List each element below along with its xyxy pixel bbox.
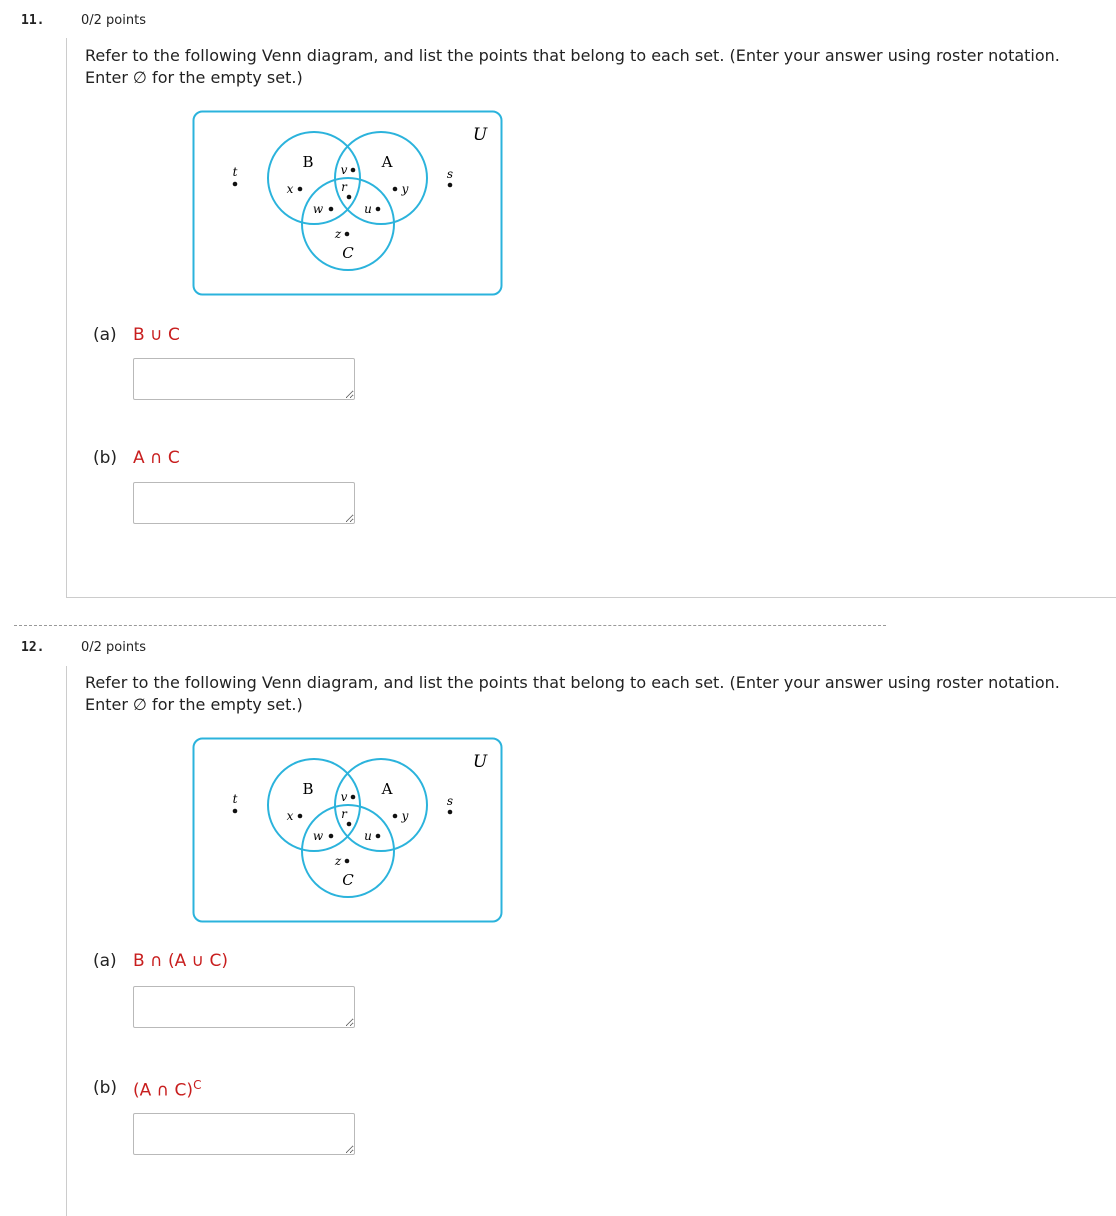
point-v-dot: [351, 168, 356, 173]
set-c-label: C: [342, 244, 354, 262]
universe-rectangle: [194, 112, 502, 295]
part-a-answer-input[interactable]: [133, 358, 355, 400]
expression-token: ): [221, 951, 228, 971]
point-s-dot: [448, 183, 453, 188]
part-b-label: (b): [93, 1078, 118, 1098]
point-u-label: u: [364, 829, 372, 843]
point-x-label: x: [286, 182, 294, 196]
point-u-dot: [376, 834, 381, 839]
expression-token: C: [167, 325, 180, 345]
set-a-label: A: [381, 153, 393, 171]
point-x-dot: [298, 814, 303, 819]
expression-token: A: [133, 448, 145, 468]
question-separator: [14, 625, 886, 626]
point-v-label: v: [340, 163, 348, 177]
expression-token: B: [133, 951, 145, 971]
prompt-line-1: Refer to the following Venn diagram, and list the points that belong to each set. (Enter your answer using roster notation.: [85, 673, 1060, 692]
point-w-dot: [329, 834, 334, 839]
prompt-line-2: Enter ∅ for the empty set.): [85, 695, 303, 714]
point-y-dot: [393, 187, 398, 192]
point-z-dot: [345, 232, 350, 237]
point-t-label: t: [232, 165, 238, 179]
point-r-label: r: [341, 807, 347, 821]
point-y-label: y: [401, 809, 409, 823]
point-r-dot: [347, 195, 352, 200]
expression-token: C: [174, 1080, 187, 1101]
part-a-label: (a): [93, 951, 117, 971]
point-y-label: y: [401, 182, 409, 196]
point-u-label: u: [364, 202, 372, 216]
question-border-left: [66, 666, 67, 1216]
question-prompt: [85, 45, 1105, 89]
set-c-label: C: [342, 871, 354, 889]
question-number: 11.: [21, 13, 45, 28]
venn-diagram: [192, 110, 504, 298]
point-w-label: w: [312, 829, 324, 843]
expression-token: C: [193, 1078, 202, 1092]
expression-token: ∩: [144, 448, 168, 468]
points-score: 0/2 points: [81, 13, 146, 28]
expression-token: B: [133, 325, 145, 345]
part-a-expression: [133, 325, 180, 345]
point-v-label: v: [340, 790, 348, 804]
point-s-dot: [448, 810, 453, 815]
point-s-label: s: [446, 167, 454, 181]
prompt-line-1: Refer to the following Venn diagram, and list the points that belong to each set. (Enter your answer using roster notation.: [85, 46, 1060, 65]
expression-token: ∩: [151, 1080, 175, 1101]
universe-label: U: [472, 752, 488, 772]
set-b-label: B: [302, 153, 314, 171]
question-number: 12.: [21, 640, 45, 655]
question-prompt: [85, 672, 1105, 716]
point-s-label: s: [446, 794, 454, 808]
expression-token: ∪: [186, 951, 210, 971]
point-r-label: r: [341, 180, 347, 194]
set-a-label: A: [381, 780, 393, 798]
point-v-dot: [351, 795, 356, 800]
expression-token: ∪: [144, 325, 168, 345]
part-a-label: (a): [93, 325, 117, 345]
part-b-expression: [133, 448, 180, 468]
expression-token: A: [174, 951, 187, 971]
point-y-dot: [393, 814, 398, 819]
question-border-left: [66, 38, 67, 598]
point-t-label: t: [232, 792, 238, 806]
point-u-dot: [376, 207, 381, 212]
point-x-dot: [298, 187, 303, 192]
point-x-label: x: [286, 809, 294, 823]
point-z-label: z: [334, 854, 342, 868]
point-z-dot: [345, 859, 350, 864]
points-score: 0/2 points: [81, 640, 146, 655]
point-t-dot: [233, 182, 238, 187]
expression-token: ): [186, 1080, 194, 1101]
expression-token: C: [167, 448, 180, 468]
venn-diagram: [192, 737, 504, 925]
universe-label: U: [472, 125, 488, 145]
universe-rectangle: [194, 739, 502, 922]
point-z-label: z: [334, 227, 342, 241]
part-b-answer-input[interactable]: [133, 1113, 355, 1155]
expression-token: ∩: [144, 951, 168, 971]
expression-token: (: [133, 1080, 140, 1101]
expression-token: A: [139, 1080, 152, 1101]
part-b-answer-input[interactable]: [133, 482, 355, 524]
expression-token: C: [209, 951, 222, 971]
point-w-label: w: [312, 202, 324, 216]
set-b-label: B: [302, 780, 314, 798]
prompt-line-2: Enter ∅ for the empty set.): [85, 68, 303, 87]
part-b-label: (b): [93, 448, 118, 468]
part-b-expression: [133, 1078, 201, 1101]
expression-token: (: [167, 951, 175, 971]
point-t-dot: [233, 809, 238, 814]
part-a-answer-input[interactable]: [133, 986, 355, 1028]
part-a-expression: [133, 951, 228, 971]
point-r-dot: [347, 822, 352, 827]
point-w-dot: [329, 207, 334, 212]
question-border-bottom: [66, 597, 1116, 598]
